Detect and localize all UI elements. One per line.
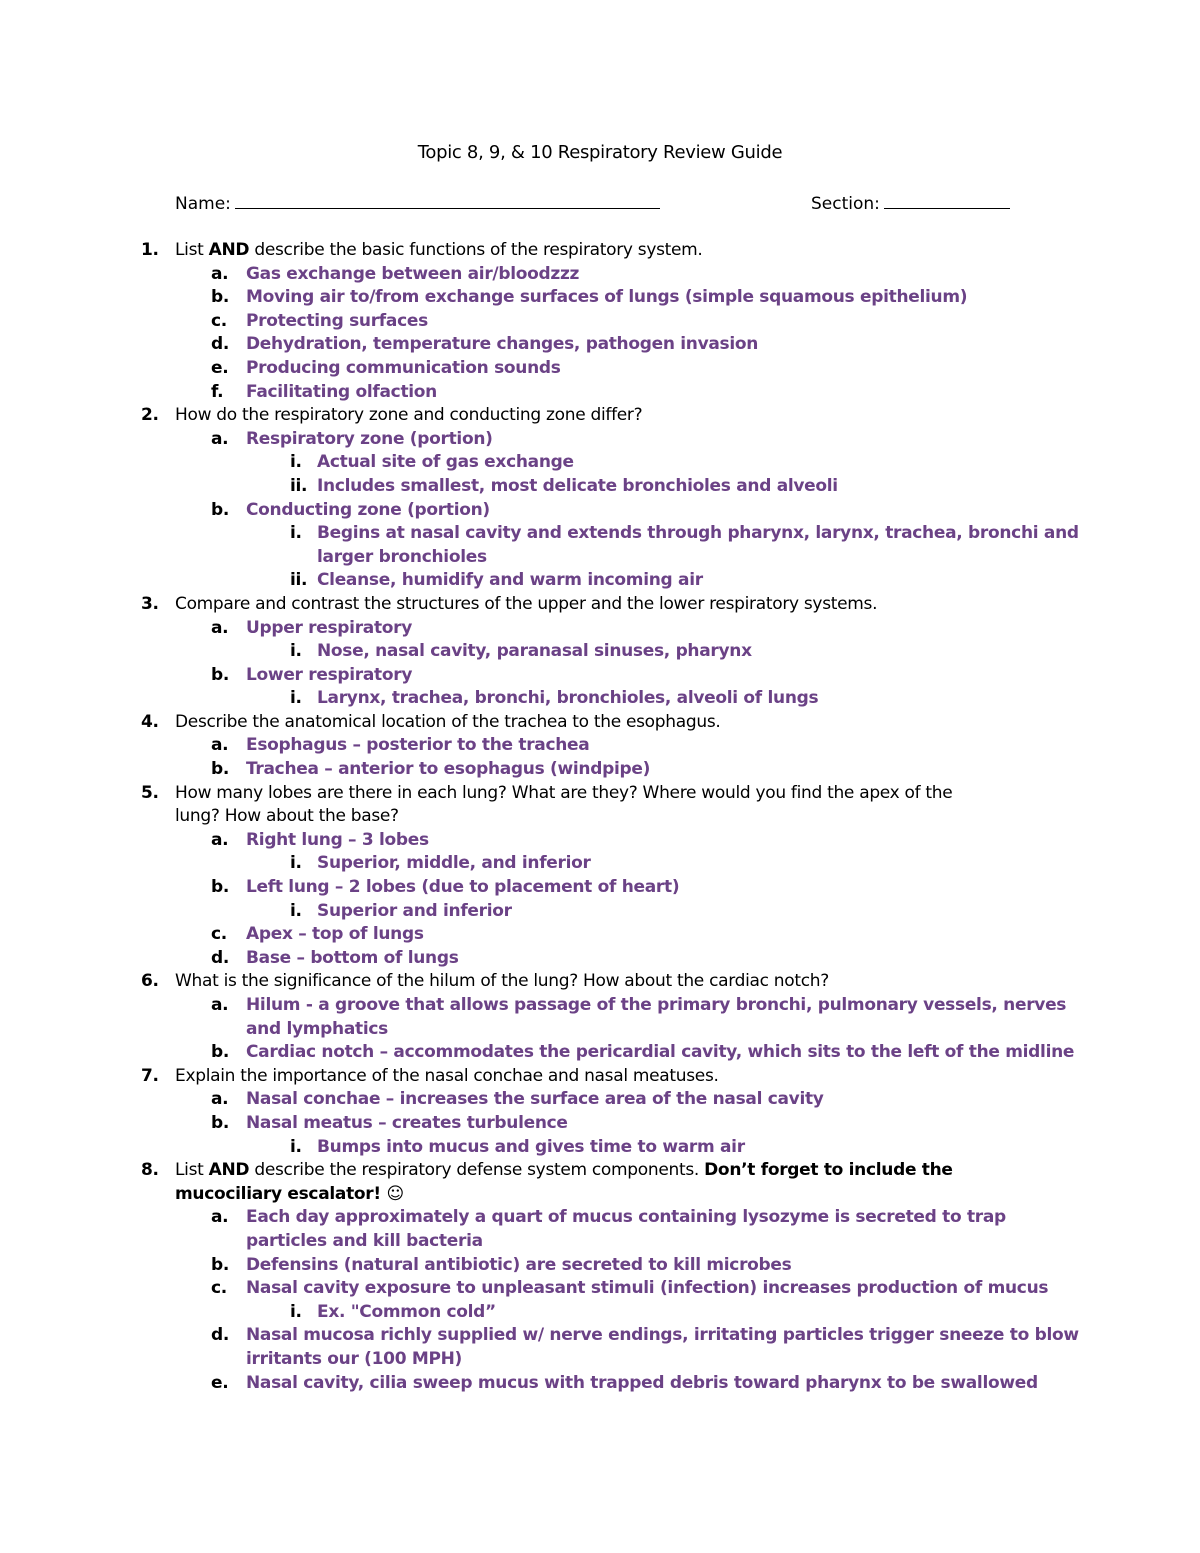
answer bbox=[0, 263, 1200, 287]
text: b. bbox=[211, 499, 230, 520]
answer bbox=[0, 286, 1200, 310]
text: Superior, middle, and inferior bbox=[317, 853, 591, 874]
text: a. bbox=[211, 995, 229, 1015]
question-5 bbox=[0, 782, 1200, 806]
question-1 bbox=[0, 239, 1200, 263]
text: a. bbox=[211, 617, 229, 638]
sub-answer bbox=[0, 687, 1200, 711]
text: Actual site of gas exchange bbox=[317, 452, 574, 473]
text: ii. bbox=[290, 475, 308, 496]
text: i. bbox=[290, 641, 302, 662]
text: larger bronchioles bbox=[317, 546, 487, 567]
question-text bbox=[175, 239, 703, 263]
question-8 bbox=[0, 1159, 1200, 1183]
text: Hilum - a groove that allows passage of the primary bronchi, pulmonary vessels, nerves bbox=[246, 995, 1067, 1015]
text: f. bbox=[211, 381, 224, 402]
text: Esophagus – posterior to the trachea bbox=[246, 735, 590, 756]
sub-answer bbox=[0, 475, 1200, 499]
answer bbox=[0, 1088, 1200, 1112]
section-label: Section: bbox=[811, 194, 880, 214]
text: Facilitating olfaction bbox=[246, 381, 437, 402]
text: 4. bbox=[141, 711, 159, 732]
text: lung? How about the base? bbox=[175, 806, 399, 827]
answer bbox=[0, 829, 1200, 853]
text: AND bbox=[208, 240, 250, 260]
text: Nasal conchae – increases the surface area of the nasal cavity bbox=[246, 1089, 824, 1110]
text: Defensins (natural antibiotic) are secreted to kill microbes bbox=[246, 1254, 792, 1275]
name-field bbox=[175, 192, 660, 214]
name-blank[interactable] bbox=[235, 192, 660, 209]
text: 6. bbox=[141, 971, 159, 992]
text: c. bbox=[211, 310, 227, 331]
answer bbox=[0, 1324, 1200, 1348]
text: i. bbox=[290, 523, 302, 544]
text: a. bbox=[211, 735, 229, 756]
text: Base – bottom of lungs bbox=[246, 947, 459, 968]
text: i. bbox=[290, 1301, 302, 1322]
text: i. bbox=[290, 900, 302, 921]
text: d. bbox=[211, 947, 230, 968]
text: List bbox=[175, 240, 209, 260]
sub-answer bbox=[0, 451, 1200, 475]
sub-answer bbox=[0, 900, 1200, 924]
text: Trachea – anterior to esophagus (windpipe) bbox=[246, 759, 651, 780]
answer bbox=[0, 876, 1200, 900]
text: describe the respiratory defense system components. bbox=[249, 1160, 705, 1181]
text: Dehydration, temperature changes, pathogen invasion bbox=[246, 334, 759, 355]
text: Nasal meatus – creates turbulence bbox=[246, 1112, 568, 1133]
text: Apex – top of lungs bbox=[246, 924, 424, 945]
question-2 bbox=[0, 404, 1200, 428]
text: ii. bbox=[290, 570, 308, 591]
question-4 bbox=[0, 711, 1200, 735]
answer bbox=[0, 357, 1200, 381]
text: Larynx, trachea, bronchi, bronchioles, alveoli of lungs bbox=[317, 688, 819, 709]
answer bbox=[0, 1206, 1200, 1230]
text: 3. bbox=[141, 593, 159, 614]
text: Protecting surfaces bbox=[246, 310, 428, 331]
text: Describe the anatomical location of the trachea to the esophagus. bbox=[175, 711, 721, 732]
text: a. bbox=[211, 263, 229, 284]
text: How many lobes are there in each lung? What are they? Where would you find the apex of the bbox=[175, 782, 953, 803]
answer bbox=[0, 381, 1200, 405]
text: Cleanse, humidify and warm incoming air bbox=[317, 570, 703, 591]
text: Nose, nasal cavity, paranasal sinuses, pharynx bbox=[317, 641, 752, 662]
answer bbox=[0, 994, 1200, 1018]
text: a. bbox=[211, 428, 229, 449]
text: Bumps into mucus and gives time to warm air bbox=[317, 1136, 745, 1157]
text: a. bbox=[211, 1207, 229, 1228]
answer bbox=[0, 664, 1200, 688]
text: Compare and contrast the structures of the upper and the lower respiratory systems. bbox=[175, 593, 878, 614]
answer bbox=[0, 947, 1200, 971]
sub-answer bbox=[0, 1301, 1200, 1325]
sub-answer bbox=[0, 852, 1200, 876]
text: Nasal cavity, cilia sweep mucus with trapped debris toward pharynx to be swallowed bbox=[246, 1372, 1038, 1393]
question-5-cont bbox=[0, 805, 1200, 829]
text: 2. bbox=[141, 405, 159, 426]
question-7 bbox=[0, 1065, 1200, 1089]
text: Begins at nasal cavity and extends through pharynx, larynx, trachea, bronchi and bbox=[317, 523, 1079, 544]
question-6 bbox=[0, 970, 1200, 994]
answer-cont bbox=[0, 1018, 1200, 1042]
text: Gas exchange between air/bloodzzz bbox=[246, 263, 580, 284]
answer bbox=[0, 617, 1200, 641]
text: Moving air to/from exchange surfaces of lungs (simple squamous epithelium) bbox=[246, 287, 968, 308]
answer bbox=[0, 758, 1200, 782]
text: i. bbox=[290, 452, 302, 473]
text: e. bbox=[211, 1372, 229, 1393]
text: a. bbox=[211, 1089, 229, 1110]
answer bbox=[0, 499, 1200, 523]
text: e. bbox=[211, 357, 229, 378]
text: b. bbox=[211, 1112, 230, 1133]
answer-cont bbox=[0, 1348, 1200, 1372]
text: b. bbox=[211, 1254, 230, 1275]
text: c. bbox=[211, 1278, 227, 1299]
answer bbox=[0, 1254, 1200, 1278]
sub-answer bbox=[0, 1136, 1200, 1160]
question-list bbox=[0, 239, 1200, 1395]
text: and lymphatics bbox=[246, 1018, 388, 1039]
text: particles and kill bacteria bbox=[246, 1230, 483, 1251]
text: Cardiac notch – accommodates the pericardial cavity, which sits to the left of the midline bbox=[246, 1042, 1075, 1063]
text: AND bbox=[208, 1160, 250, 1181]
text: b. bbox=[211, 1042, 230, 1063]
text: d. bbox=[211, 334, 230, 355]
answer bbox=[0, 1372, 1200, 1396]
text: Left lung – 2 lobes (due to placement of heart) bbox=[246, 877, 680, 898]
answer bbox=[0, 734, 1200, 758]
text: i. bbox=[290, 1136, 302, 1157]
text: mucociliary escalator! ☺ bbox=[175, 1183, 404, 1204]
answer-cont bbox=[0, 1230, 1200, 1254]
text: Conducting zone (portion) bbox=[246, 499, 490, 520]
answer bbox=[0, 923, 1200, 947]
section-field bbox=[811, 192, 1010, 214]
text: 7. bbox=[141, 1065, 159, 1086]
text: c. bbox=[211, 924, 227, 945]
sub-answer bbox=[0, 640, 1200, 664]
text: Right lung – 3 lobes bbox=[246, 829, 429, 850]
sub-answer bbox=[0, 569, 1200, 593]
text: i. bbox=[290, 853, 302, 874]
text: Superior and inferior bbox=[317, 900, 512, 921]
section-blank[interactable] bbox=[884, 192, 1010, 209]
text: Don’t forget to include the bbox=[704, 1160, 953, 1181]
text: How do the respiratory zone and conducting zone differ? bbox=[175, 405, 643, 426]
line-text bbox=[175, 1159, 953, 1183]
answer bbox=[0, 333, 1200, 357]
text: Nasal mucosa richly supplied w/ nerve endings, irritating particles trigger sneeze to blow bbox=[246, 1325, 1079, 1346]
text: b. bbox=[211, 287, 230, 308]
text: Each day approximately a quart of mucus containing lysozyme is secreted to trap bbox=[246, 1207, 1006, 1228]
name-label: Name: bbox=[175, 194, 231, 214]
text: Includes smallest, most delicate bronchioles and alveoli bbox=[317, 475, 838, 496]
text: Nasal cavity exposure to unpleasant stimuli (infection) increases production of mucus bbox=[246, 1278, 1049, 1299]
text: List bbox=[175, 1160, 209, 1181]
text: i. bbox=[290, 688, 302, 709]
answer bbox=[0, 1112, 1200, 1136]
text: What is the significance of the hilum of the lung? How about the cardiac notch? bbox=[175, 971, 829, 992]
text: b. bbox=[211, 664, 230, 685]
text: Explain the importance of the nasal conchae and nasal meatuses. bbox=[175, 1065, 719, 1086]
text: Ex. "Common cold” bbox=[317, 1301, 496, 1322]
text: a. bbox=[211, 829, 229, 850]
text: Lower respiratory bbox=[246, 664, 413, 685]
answer bbox=[0, 1041, 1200, 1065]
text: 5. bbox=[141, 782, 159, 803]
text: Upper respiratory bbox=[246, 617, 413, 638]
text: 8. bbox=[141, 1160, 159, 1181]
text: irritants our (100 MPH) bbox=[246, 1348, 463, 1369]
text: Respiratory zone (portion) bbox=[246, 428, 493, 449]
question-8-cont bbox=[0, 1183, 1200, 1207]
sub-answer-cont bbox=[0, 546, 1200, 570]
question-3 bbox=[0, 593, 1200, 617]
text: b. bbox=[211, 759, 230, 780]
text: Producing communication sounds bbox=[246, 357, 561, 378]
answer bbox=[0, 310, 1200, 334]
answer bbox=[0, 1277, 1200, 1301]
text: d. bbox=[211, 1325, 230, 1346]
page-title: Topic 8, 9, & 10 Respiratory Review Guide bbox=[417, 142, 783, 163]
text: b. bbox=[211, 877, 230, 898]
answer bbox=[0, 428, 1200, 452]
sub-answer bbox=[0, 522, 1200, 546]
text: describe the basic functions of the respiratory system. bbox=[249, 240, 703, 260]
question-number: 1. bbox=[141, 240, 159, 260]
